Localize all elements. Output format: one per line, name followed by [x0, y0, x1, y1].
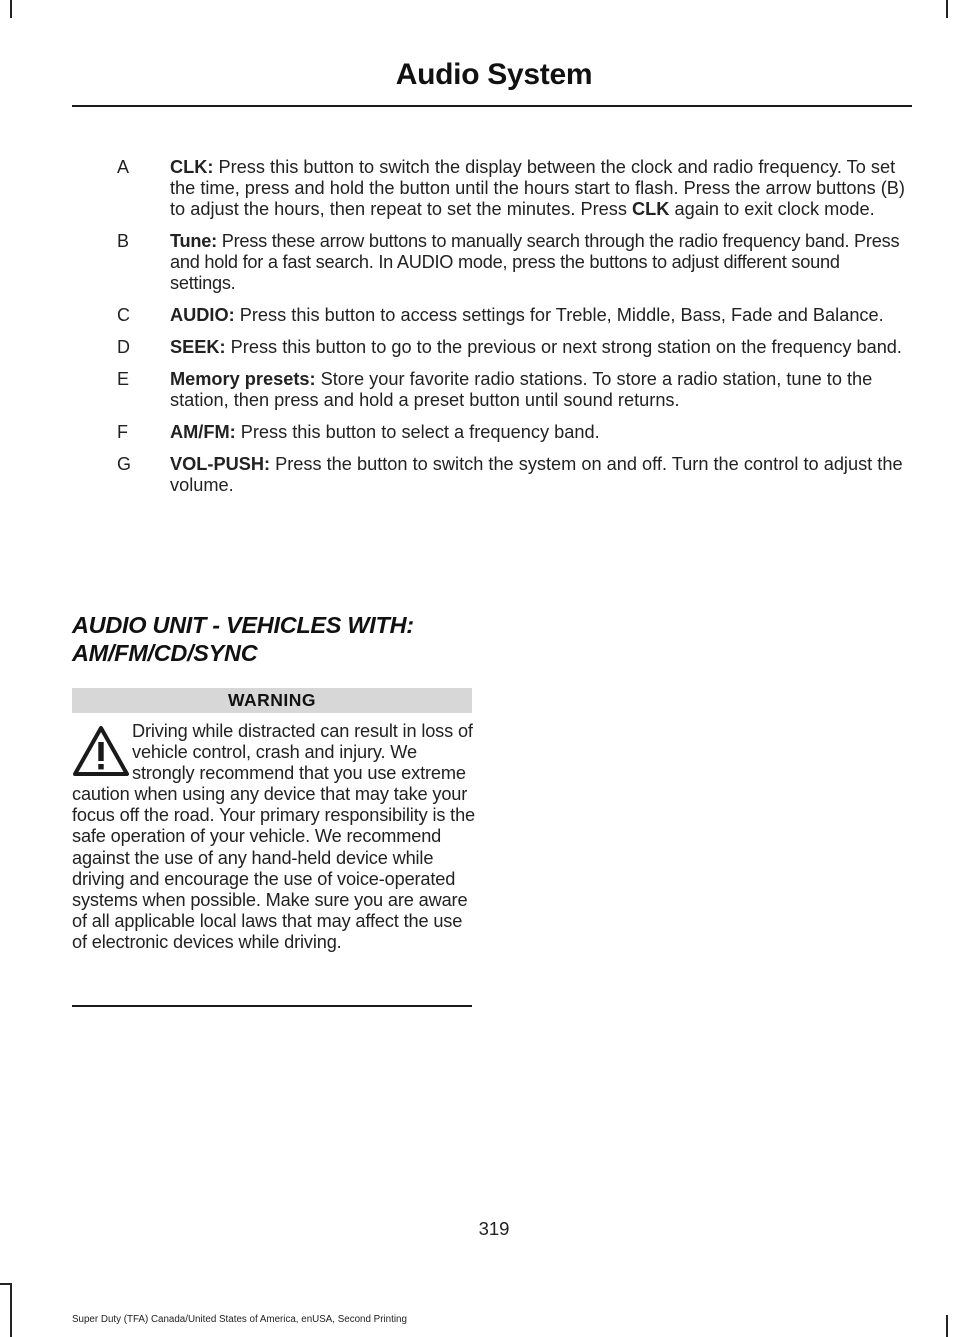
item-description: Press these arrow buttons to manually search through the radio frequency band. Press and hold for a fast search. In AUDIO mode, press the buttons to adjust different sound settings.: [170, 231, 900, 293]
item-description: Press this button to go to the previous or next strong station on the frequency band.: [225, 337, 902, 357]
warning-rule: [72, 1005, 472, 1007]
list-item: [0, 454, 960, 496]
item-text: [170, 337, 905, 358]
crop-mark-bottom-right-v: [946, 1315, 948, 1337]
item-letter: E: [117, 369, 130, 389]
item-inline-bold: CLK: [632, 199, 670, 219]
crop-mark-bottom-left-h: [0, 1283, 12, 1285]
item-label: Tune:: [170, 231, 217, 251]
item-description: Press the button to switch the system on and off. Turn the control to adjust the volume.: [170, 454, 903, 495]
list-item: [0, 231, 960, 294]
item-description: Press this button to switch the display between the clock and radio frequency. To set the time, press and hold the button until the hours start to flash. Press the arrow buttons (B) to adjust the hours, then repeat to set the minutes. Press: [170, 157, 905, 219]
item-label: CLK:: [170, 157, 214, 177]
list-item: [0, 369, 960, 411]
crop-mark-bottom-left-v: [10, 1283, 12, 1337]
item-text: [170, 157, 905, 220]
item-label: SEEK:: [170, 337, 226, 357]
item-text: [170, 369, 905, 411]
item-description: Press this button to access settings for Treble, Middle, Bass, Fade and Balance.: [234, 305, 884, 325]
list-item: [0, 422, 960, 443]
crop-mark-top-right-v: [946, 0, 948, 18]
item-label: AM/FM:: [170, 422, 236, 442]
item-label: Memory presets:: [170, 369, 316, 389]
page-header-title: Audio System: [395, 58, 593, 91]
item-text: [170, 305, 905, 326]
list-item: [0, 337, 960, 358]
crop-mark-top-left-v: [10, 0, 12, 18]
control-list: [0, 157, 960, 507]
warning-triangle-icon: [70, 722, 132, 782]
item-letter: B: [117, 231, 130, 251]
warning-box: [72, 721, 476, 953]
list-item: [0, 157, 960, 220]
page-number: 319: [478, 1218, 510, 1239]
section-heading: AUDIO UNIT - VEHICLES WITH:: [72, 612, 414, 638]
footer-text: Super Duty (TFA) Canada/United States of America, enUSA, Second Printing: [72, 1314, 407, 1325]
warning-label: WARNING: [72, 688, 472, 713]
item-letter: C: [117, 305, 130, 325]
item-label: AUDIO:: [170, 305, 235, 325]
warning-text: Driving while distracted can result in loss of vehicle control, crash and injury. We strongly recommend that you use extreme caution when using any device that may take your focus off the road. Your primary responsibility is the safe operation of your vehicle. We recommend against the use of any hand-held device while driving and encourage the use of voice-operated systems when possible. Make sure you are aware of all applicable local laws that may affect the use of electronic devices while driving.: [72, 721, 476, 952]
item-label: VOL-PUSH:: [170, 454, 271, 474]
item-description: Press this button to select a frequency band.: [235, 422, 600, 442]
item-description-end: again to exit clock mode.: [669, 199, 875, 219]
item-letter: D: [117, 337, 130, 357]
item-description: Store your favorite radio stations. To store a radio station, tune to the station, then press and hold a preset button until sound returns.: [170, 369, 873, 410]
item-text: [170, 454, 905, 496]
item-letter: F: [117, 422, 128, 442]
section-heading-continued: AM/FM/CD/SYNC: [72, 640, 258, 666]
list-item: [0, 305, 960, 326]
item-letter: G: [117, 454, 132, 474]
item-text: [170, 231, 905, 294]
item-text: [170, 422, 905, 443]
item-letter: A: [117, 157, 130, 177]
header-rule: [72, 105, 912, 107]
